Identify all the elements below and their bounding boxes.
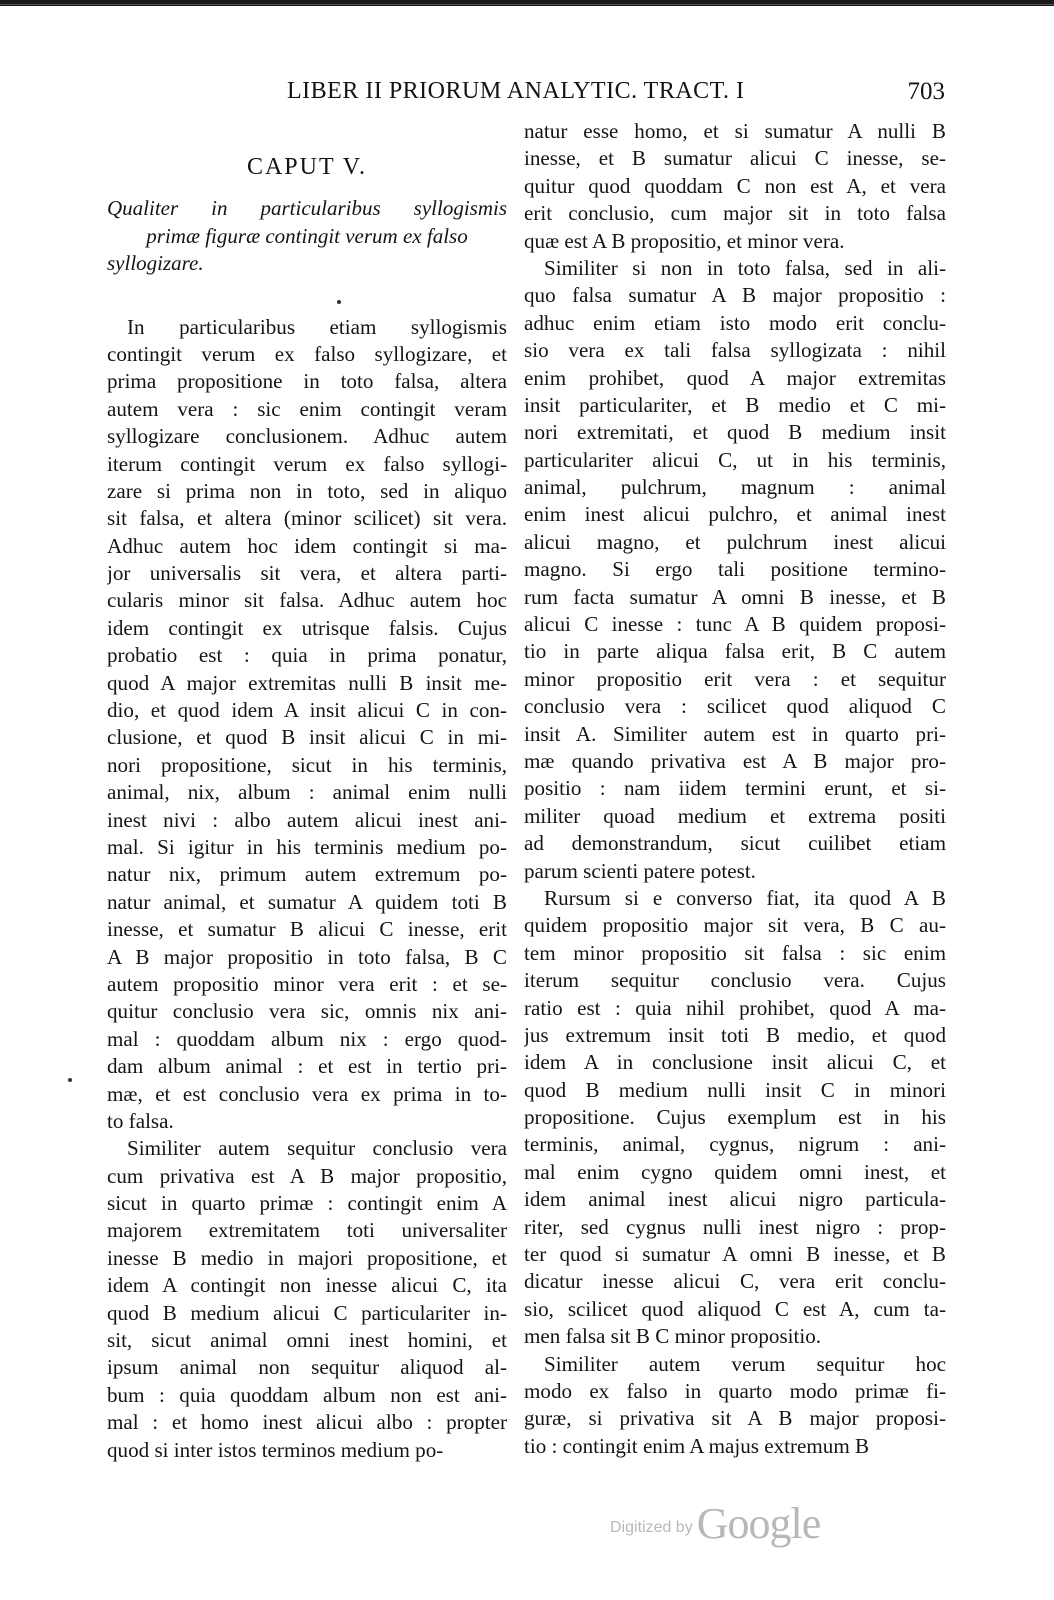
text-line: magno. Si ergo tali positione termino- [524,557,946,582]
text-line: inesse B medio in majori propositione, et [107,1245,507,1270]
text-line: idem animal inest alicui nigro particula- [524,1187,946,1212]
text-line: natur animal, et sumatur A quidem toti B [107,889,507,914]
subtitle-line: syllogizare. [107,251,204,276]
text-line: idem A contingit non inesse alicui C, ita [107,1273,507,1298]
text-line: sit falsa, et altera (minor scilicet) sit vera. [107,506,507,531]
text-line: quæ est A B propositio, et minor vera. [524,228,845,253]
text-line: natur nix, primum autem extremum po- [107,862,507,887]
text-line: sicut in quarto primæ : contingit enim A [107,1191,507,1216]
top-border-rule [0,0,1054,6]
text-line: riter, sed cygnus nulli inest nigro : prop- [524,1214,946,1239]
text-line: quod B medium alicui C particulariter in- [107,1300,507,1325]
text-line: Adhuc autem hoc idem contingit si ma- [107,533,507,558]
print-speck [68,1078,72,1082]
text-line: to falsa. [107,1108,174,1133]
text-line: conclusio vera : scilicet quod aliquod C [524,694,946,719]
text-line: sit, sicut animal omni inest homini, et [107,1328,507,1353]
text-line: mæ, et est conclusio vera ex prima in to- [107,1081,507,1106]
text-line: particulariter alicui C, ut in his terminis, [524,447,946,472]
page-number: 703 [907,78,945,105]
chapter-subtitle [107,195,507,277]
text-line: Similiter autem verum sequitur hoc [544,1351,946,1376]
text-line: ter quod si sumatur A omni B inesse, et B [524,1242,946,1267]
text-line: quo falsa sumatur A B major propositio : [524,283,946,308]
text-line: quod si inter istos terminos medium po- [107,1437,444,1462]
text-line: ratio est : quia nihil prohibet, quod A ma- [524,995,946,1020]
text-line: dio, et quod idem A insit alicui C in con- [107,698,507,723]
text-line: inesse, et sumatur B alicui C inesse, erit [107,917,507,942]
text-line: syllogizare conclusionem. Adhuc autem [107,424,507,449]
digitized-watermark [610,1498,820,1549]
text-line: sio, scilicet quod aliquod C est A, cum ta- [524,1296,946,1321]
text-line: zare si prima non in toto, sed in aliquo [107,478,507,503]
text-line: mal : et homo inest alicui albo : propter [107,1410,507,1435]
text-line: iterum sequitur conclusio vera. Cujus [524,968,946,993]
subtitle-line: primæ figuræ contingit verum ex falso [146,223,468,248]
text-line: enim prohibet, quod A major extremitas [524,365,946,390]
text-line: adhuc enim etiam isto modo erit conclu- [524,310,946,335]
text-line: sio vera ex tali falsa syllogizata : nihil [524,338,946,363]
text-line: men falsa sit B C minor propositio. [524,1324,822,1349]
text-line: Similiter autem sequitur conclusio vera [127,1136,507,1161]
text-line: tio : contingit enim A majus extremum B [524,1433,870,1458]
text-line: dicatur inesse alicui C, vera erit conclu- [524,1269,946,1294]
text-line: idem contingit ex utrisque falsis. Cujus [107,615,507,640]
text-line: quod A major extremitas nulli B insit me- [107,670,507,695]
text-line: rum facta sumatur A omni B inesse, et B [524,584,946,609]
text-line: enim inest alicui pulchro, et animal inest [524,502,946,527]
print-speck [337,300,341,304]
google-logo: Google [696,1499,821,1548]
text-line: insit particulariter, et B medio et C mi- [524,392,946,417]
text-line: dam album animal : et est in tertio pri- [107,1054,507,1079]
text-line: mæ quando privativa est A B major pro- [524,748,946,773]
text-line: ipsum animal non sequitur aliquod al- [107,1355,507,1380]
text-line: guræ, si privativa sit A B major proposi- [524,1406,946,1431]
text-line: clusione, et quod B insit alicui C in mi- [107,725,507,750]
text-line: inest nivi : albo autem alicui inest ani- [107,807,507,832]
text-line: A B major propositio in toto falsa, B C [107,944,507,969]
text-line: minor propositio erit vera : et sequitur [524,666,946,691]
text-line: Similiter si non in toto falsa, sed in ali- [544,255,946,280]
chapter-title: CAPUT V. [246,154,368,180]
text-line: propositione. Cujus exemplum est in his [524,1105,946,1130]
text-line: cum privativa est A B major propositio, [107,1163,507,1188]
text-line: natur esse homo, et si sumatur A nulli B [524,119,946,143]
text-line: terminis, animal, cygnus, nigrum : ani- [524,1132,946,1157]
text-line: contingit verum ex falso syllogizare, et [107,341,507,366]
text-line: mal : quoddam album nix : ergo quod- [107,1026,507,1051]
text-line: jor universalis sit vera, et altera parti- [107,561,507,586]
subtitle-line: Qualiter in particularibus syllogismis [107,196,507,221]
text-line: modo ex falso in quarto modo primæ fi- [524,1378,946,1403]
left-column [107,118,507,1464]
text-line: alicui magno, et pulchrum inest alicui [524,529,946,554]
running-head [95,78,945,112]
text-line: parum scienti patere potest. [524,858,756,883]
text-line: militer quoad medium et extrema positi [524,803,946,828]
right-column [524,118,946,1460]
text-line: autem vera : sic enim contingit veram [107,396,507,421]
text-line: bum : quia quoddam album non est ani- [107,1382,507,1407]
text-line: positio : nam iidem termini erunt, et si- [524,776,946,801]
text-line: tio in parte aliqua falsa erit, B C autem [524,639,946,664]
text-line: mal. Si igitur in his terminis medium po- [107,835,507,859]
right-column-text [524,118,946,1460]
text-line: alicui C inesse : tunc A B quidem proposi- [524,612,946,637]
text-line: cularis minor sit falsa. Adhuc autem hoc [107,588,507,613]
text-line: quitur conclusio vera sic, omnis nix ani- [107,999,507,1024]
text-line: erit conclusio, cum major sit in toto falsa [524,201,946,226]
text-line: majorem extremitatem toti universaliter [107,1218,507,1243]
text-line: nori propositione, sicut in his terminis, [107,752,507,777]
text-line: jus extremum insit toti B medio, et quod [524,1022,946,1047]
text-line: quod B medium nulli insit C in minori [524,1077,946,1102]
text-line: probatio est : quia in prima ponatur, [107,643,507,668]
text-line: animal, pulchrum, magnum : animal [524,475,946,500]
text-line: tem minor propositio sit falsa : sic enim [524,940,946,965]
text-line: animal, nix, album : animal enim nulli [107,780,507,805]
text-line: nori extremitati, et quod B medium insit [524,420,946,445]
text-line: autem propositio minor vera erit : et se- [107,971,507,996]
running-title: LIBER II PRIORUM ANALYTIC. TRACT. I [287,78,745,104]
text-line: quidem propositio major sit vera, B C au- [524,913,946,938]
text-line: Rursum si e converso fiat, ita quod A B [544,885,946,910]
text-line: ad demonstrandum, sicut cuilibet etiam [524,831,946,856]
left-column-text [107,314,507,1464]
watermark-prefix: Digitized by [610,1519,693,1536]
text-line: idem A in conclusione insit alicui C, et [524,1050,946,1075]
top-border-rule-thin [0,4,1054,5]
text-line: iterum contingit verum ex falso syllogi- [107,451,507,476]
text-line: In particularibus etiam syllogismis [127,314,507,339]
text-line: inesse, et B sumatur alicui C inesse, se- [524,146,946,171]
text-line: prima propositione in toto falsa, altera [107,369,507,394]
text-line: quitur quod quoddam C non est A, et vera [524,173,946,198]
text-line: mal enim cygno quidem omni inest, et [524,1159,946,1184]
text-line: insit A. Similiter autem est in quarto pri- [524,721,946,746]
